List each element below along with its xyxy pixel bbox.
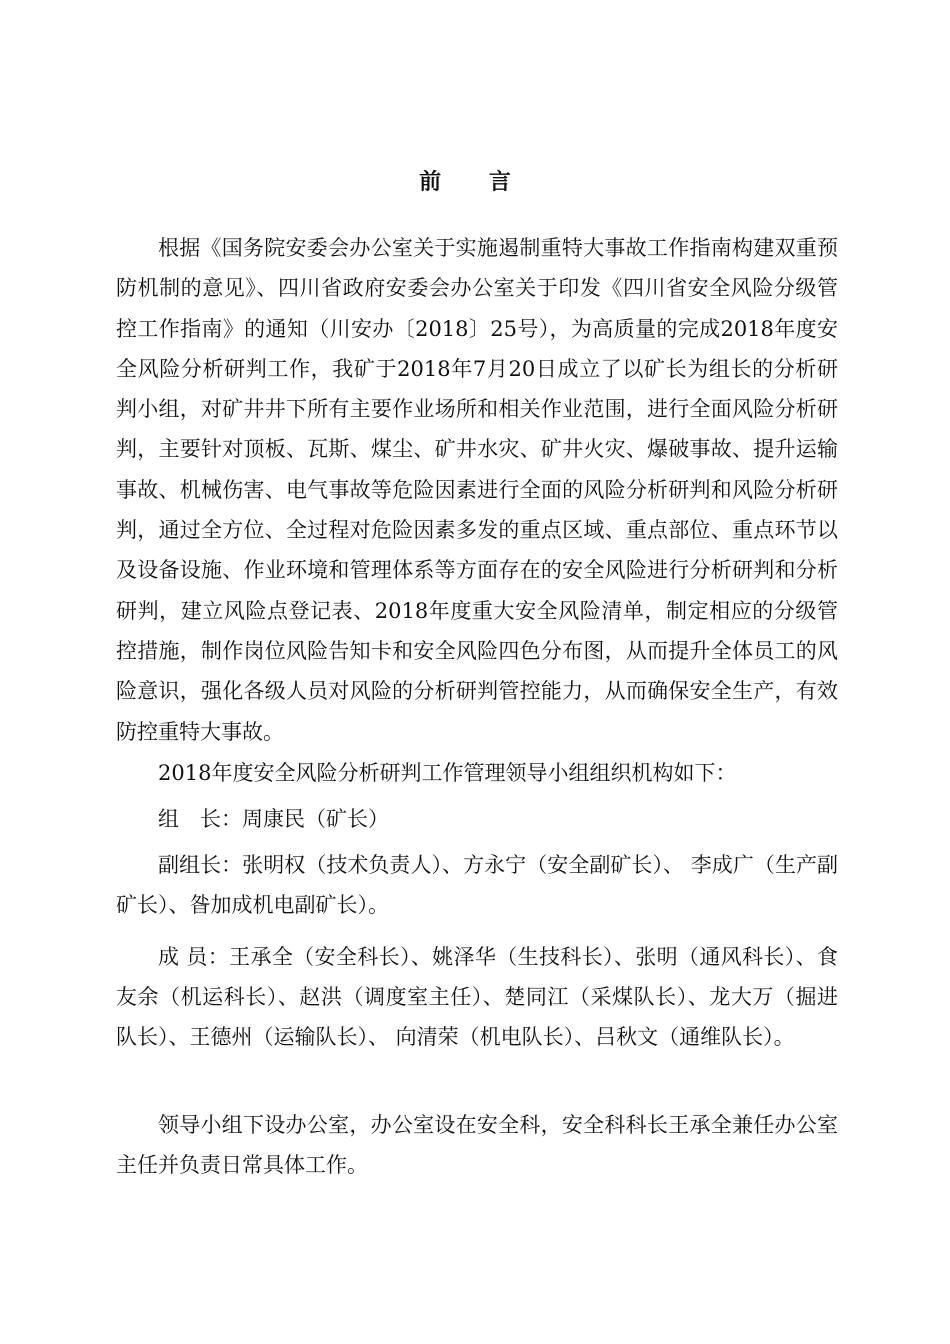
members-paragraph: 成 员：王承全（安全科长）、姚泽华（生技科长）、张明（通风科长）、食友余（机运科长）、赵洪（调度室主任）、楚同江（采煤队长）、龙大万（掘进队长）、王德州（运输队长）、 向清荣（机电队长）、吕秋文（通维队长）。: [116, 945, 838, 1049]
office-paragraph: 领导小组下设办公室，办公室设在安全科，安全科科长王承全兼任办公室主任并负责日常具体工作。: [116, 1113, 838, 1177]
intro-paragraph: 根据《国务院安委会办公室关于实施遏制重特大事故工作指南构建双重预防机制的意见》、四川省政府安委会办公室关于印发《四川省安全风险分级管控工作指南》的通知（川安办〔2018〕25号），为高质量的完成2018年度安全风险分析研判工作，我矿于2018年7月20日成立了以矿长为组长的分析研判小组，对矿井井下所有主要作业场所和相关作业范围，进行全面风险分析研判，主要针对顶板、瓦斯、煤尘、矿井水灾、矿井火灾、爆破事故、提升运输事故、机械伤害、电气事故等危险因素进行全面的风险分析研判和风险分析研判，通过全方位、全过程对危险因素多发的重点区域、重点部位、重点环节以及设备设施、作业环境和管理体系等方面存在的安全风险进行分析研判和分析研判，建立风险点登记表、2018年度重大安全风险清单，制定相应的分级管控措施，制作岗位风险告知卡和安全风险四色分布图，从而提升全体员工的风险意识，强化各级人员对风险的分析研判管控能力，从而确保安全生产，有效防控重特大事故。: [116, 236, 838, 744]
deputy-leaders-paragraph: 副组长：张明权（技术负责人）、方永宁（安全副矿长）、 李成广（生产副矿长）、昝加成机电副矿长）。: [116, 853, 838, 917]
leader-line: 组 长：周康民（矿长）: [158, 807, 389, 831]
page-title: 前 言: [419, 170, 531, 195]
org-heading: 2018年度安全风险分析研判工作管理领导小组组织机构如下：: [158, 761, 737, 785]
